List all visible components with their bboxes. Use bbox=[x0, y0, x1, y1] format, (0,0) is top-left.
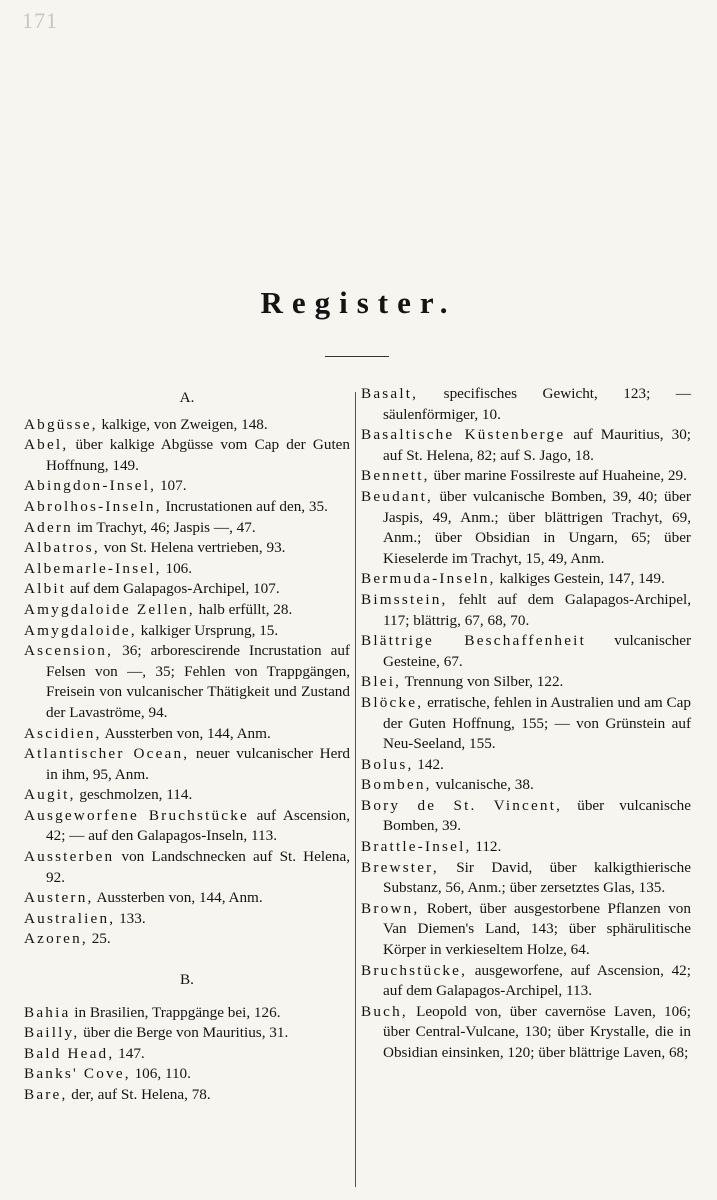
index-headword: Bailly, bbox=[24, 1024, 80, 1042]
index-references: 147. bbox=[114, 1044, 145, 1062]
index-headword: Blättrige Beschaffenheit bbox=[361, 632, 586, 650]
index-references: 25. bbox=[87, 930, 111, 948]
index-entry bbox=[361, 590, 691, 631]
index-entry bbox=[24, 785, 350, 806]
index-entry bbox=[24, 1003, 350, 1024]
index-references: geschmolzen, 114. bbox=[75, 786, 193, 804]
index-references: kalkige, von Zweigen, 148. bbox=[97, 415, 268, 433]
index-entry bbox=[361, 693, 691, 755]
index-references: über kalkige Abgüsse vom Cap der Guten Hoffnung, 149. bbox=[46, 436, 350, 474]
index-entry bbox=[361, 775, 691, 796]
index-references: 106. bbox=[161, 559, 193, 577]
index-headword: Bahia bbox=[24, 1003, 71, 1021]
index-headword: Ascension, bbox=[24, 642, 114, 660]
index-entry bbox=[24, 641, 350, 723]
index-entry bbox=[24, 538, 350, 559]
index-entry bbox=[361, 384, 691, 425]
index-entry bbox=[24, 518, 350, 539]
index-headword: Bimsstein, bbox=[361, 590, 448, 608]
index-references: kalkiger Ursprung, 15. bbox=[136, 621, 279, 639]
index-headword: Brattle-Insel, bbox=[361, 838, 472, 856]
index-headword: Banks' Cove, bbox=[24, 1065, 131, 1083]
index-references: Incrustationen auf den, 35. bbox=[161, 497, 328, 515]
index-headword: Basaltische Küstenberge bbox=[361, 426, 566, 444]
index-references: 112. bbox=[471, 838, 502, 856]
index-headword: Blöcke, bbox=[361, 693, 424, 711]
index-entry bbox=[361, 569, 691, 590]
index-references: neuer vulcanischer Herd in ihm, 95, Anm. bbox=[46, 745, 350, 783]
index-entry bbox=[361, 631, 691, 672]
index-entry bbox=[24, 806, 350, 847]
index-references: über vulcanische Bomben, 39. bbox=[383, 796, 691, 835]
index-headword: Austern, bbox=[24, 889, 94, 907]
index-entry bbox=[24, 497, 350, 518]
index-references: fehlt auf dem Galapagos-Archipel, 117; blättrig, 67, 68, 70. bbox=[383, 590, 691, 629]
index-references: 142. bbox=[413, 755, 444, 773]
column-divider bbox=[355, 392, 356, 1187]
index-headword: Bruchstücke, bbox=[361, 961, 468, 979]
title-rule bbox=[325, 356, 389, 357]
section-letter: A. bbox=[179, 389, 195, 406]
index-references: specifisches Gewicht, 123; — säulenförmiger, 10. bbox=[383, 385, 691, 423]
index-headword: Basalt, bbox=[361, 385, 419, 402]
index-entry bbox=[24, 600, 350, 621]
index-headword: Albemarle-Insel, bbox=[24, 559, 162, 577]
index-headword: Bolus, bbox=[361, 755, 414, 773]
index-headword: Ausgeworfene Bruchstücke bbox=[24, 806, 249, 824]
index-entry bbox=[24, 929, 350, 950]
index-headword: Bennett, bbox=[361, 467, 430, 485]
index-references: in Brasilien, Trappgänge bei, 126. bbox=[70, 1003, 281, 1021]
index-entry bbox=[24, 579, 350, 600]
index-references: auf Ascension, 42; — auf den Galapagos-Inseln, 113. bbox=[46, 806, 351, 845]
index-entry bbox=[24, 1023, 350, 1044]
index-references: Aussterben von, 144, Anm. bbox=[93, 889, 263, 907]
index-references: über vulcanische Bomben, 39, 40; über Jaspis, 49, Anm.; über blättrigen Trachyt, 69, Anm.; über Obsidian in Ungarn, 65; über Kieselerde im Trachyt, 15, 49, Anm. bbox=[383, 487, 691, 567]
index-headword: Ascidien, bbox=[24, 724, 102, 742]
index-headword: Buch, bbox=[361, 1002, 408, 1020]
index-entry bbox=[24, 847, 350, 888]
index-entry bbox=[24, 559, 350, 580]
index-references: Leopold von, über cavernöse Laven, 106; über Central-Vulcane, 130; über Krystalle, die in Obsidian einsinken, 120; über blättrige Laven, 68; bbox=[383, 1002, 691, 1061]
index-references: 133. bbox=[115, 909, 146, 927]
index-entry bbox=[361, 466, 691, 487]
index-headword: Beudant, bbox=[361, 487, 434, 505]
left-column bbox=[24, 384, 350, 1106]
index-headword: Brown, bbox=[361, 899, 420, 917]
right-column bbox=[361, 384, 691, 1064]
index-references: über marine Fossilreste auf Huaheine, 29. bbox=[429, 467, 687, 485]
index-headword: Amygdaloide Zellen, bbox=[24, 600, 195, 618]
index-headword: Bald Head, bbox=[24, 1044, 115, 1062]
index-entry bbox=[361, 672, 691, 693]
index-references: Trennung von Silber, 122. bbox=[401, 673, 564, 691]
page-number: 171 bbox=[22, 8, 58, 33]
index-entry bbox=[361, 858, 691, 899]
index-references: 36; arborescirende Incrustation auf Felsen von —, 35; Fehlen von Trappgängen, Freisein von vulcanischer Thätigkeit und Zustand der Lavaströme, 94. bbox=[46, 642, 350, 721]
index-references: Robert, über ausgestorbene Pflanzen von Van Diemen's Land, 143; über sphärulitische Körper in verkieseltem Holze, 64. bbox=[383, 899, 691, 959]
index-entry bbox=[24, 888, 350, 909]
index-entry bbox=[361, 755, 691, 776]
index-headword: Abel, bbox=[24, 436, 69, 454]
index-entry bbox=[361, 1002, 691, 1064]
index-headword: Abgüsse, bbox=[24, 415, 98, 433]
index-references: auf Mauritius, 30; auf St. Helena, 82; auf S. Jago, 18. bbox=[383, 426, 692, 464]
index-references: Aussterben von, 144, Anm. bbox=[101, 724, 271, 742]
index-entry bbox=[361, 837, 691, 858]
index-headword: Blei, bbox=[361, 673, 402, 691]
index-headword: Abingdon-Insel, bbox=[24, 477, 157, 495]
index-headword: Bory de St. Vincent, bbox=[361, 796, 563, 814]
index-entry bbox=[24, 909, 350, 930]
index-headword: Augit, bbox=[24, 786, 76, 804]
index-references: im Trachyt, 46; Jaspis —, 47. bbox=[72, 518, 256, 536]
index-entry bbox=[24, 1064, 350, 1085]
index-headword: Adern bbox=[24, 518, 73, 536]
index-entry bbox=[361, 899, 691, 961]
index-entry bbox=[24, 1044, 350, 1065]
page-title: Register. bbox=[260, 285, 457, 320]
index-references: halb erfüllt, 28. bbox=[194, 600, 293, 618]
index-headword: Azoren, bbox=[24, 930, 88, 948]
index-entry bbox=[24, 621, 350, 642]
index-entry bbox=[361, 796, 691, 837]
index-entry bbox=[24, 415, 350, 436]
index-references: vulcanische, 38. bbox=[431, 776, 534, 794]
index-references: erratische, fehlen in Australien und am Cap der Guten Hoffnung, 155; — von Grünstein auf Neu-Seeland, 155. bbox=[383, 693, 691, 753]
index-references: kalkiges Gestein, 147, 149. bbox=[495, 570, 665, 588]
index-entry bbox=[361, 487, 691, 569]
index-headword: Abrolhos-Inseln, bbox=[24, 497, 162, 515]
index-entry bbox=[24, 744, 350, 785]
index-entry bbox=[24, 1085, 350, 1106]
index-headword: Aussterben bbox=[24, 848, 115, 866]
index-references: der, auf St. Helena, 78. bbox=[67, 1086, 211, 1103]
index-headword: Amygdaloide, bbox=[24, 621, 137, 639]
index-references: vulcanischer Gesteine, 67. bbox=[383, 632, 691, 670]
index-references: Sir David, über kalkigthierische Substanz, 56, Anm.; über zersetztes Glas, 135. bbox=[383, 858, 691, 897]
index-references: ausgeworfene, auf Ascension, 42; auf dem Galapagos-Archipel, 113. bbox=[383, 961, 691, 1000]
index-references: von Landschnecken auf St. Helena, 92. bbox=[46, 848, 350, 886]
index-headword: Bermuda-Inseln, bbox=[361, 570, 496, 588]
index-headword: Bare, bbox=[24, 1086, 68, 1103]
index-entry bbox=[361, 425, 691, 466]
index-entry bbox=[24, 724, 350, 745]
index-headword: Atlantischer Ocean, bbox=[24, 745, 190, 763]
index-entry bbox=[361, 961, 691, 1002]
index-references: 107. bbox=[156, 477, 187, 495]
index-headword: Brewster, bbox=[361, 858, 439, 876]
index-entry bbox=[24, 476, 350, 497]
index-headword: Australien, bbox=[24, 909, 116, 927]
section-letter: B. bbox=[180, 971, 194, 989]
index-headword: Albit bbox=[24, 580, 67, 598]
index-references: 106, 110. bbox=[130, 1065, 191, 1083]
index-references: von St. Helena vertrieben, 93. bbox=[99, 539, 286, 557]
index-headword: Albatros, bbox=[24, 539, 100, 557]
index-entry bbox=[24, 435, 350, 476]
index-headword: Bomben, bbox=[361, 776, 432, 794]
index-references: über die Berge von Mauritius, 31. bbox=[79, 1024, 289, 1042]
index-references: auf dem Galapagos-Archipel, 107. bbox=[66, 580, 280, 598]
